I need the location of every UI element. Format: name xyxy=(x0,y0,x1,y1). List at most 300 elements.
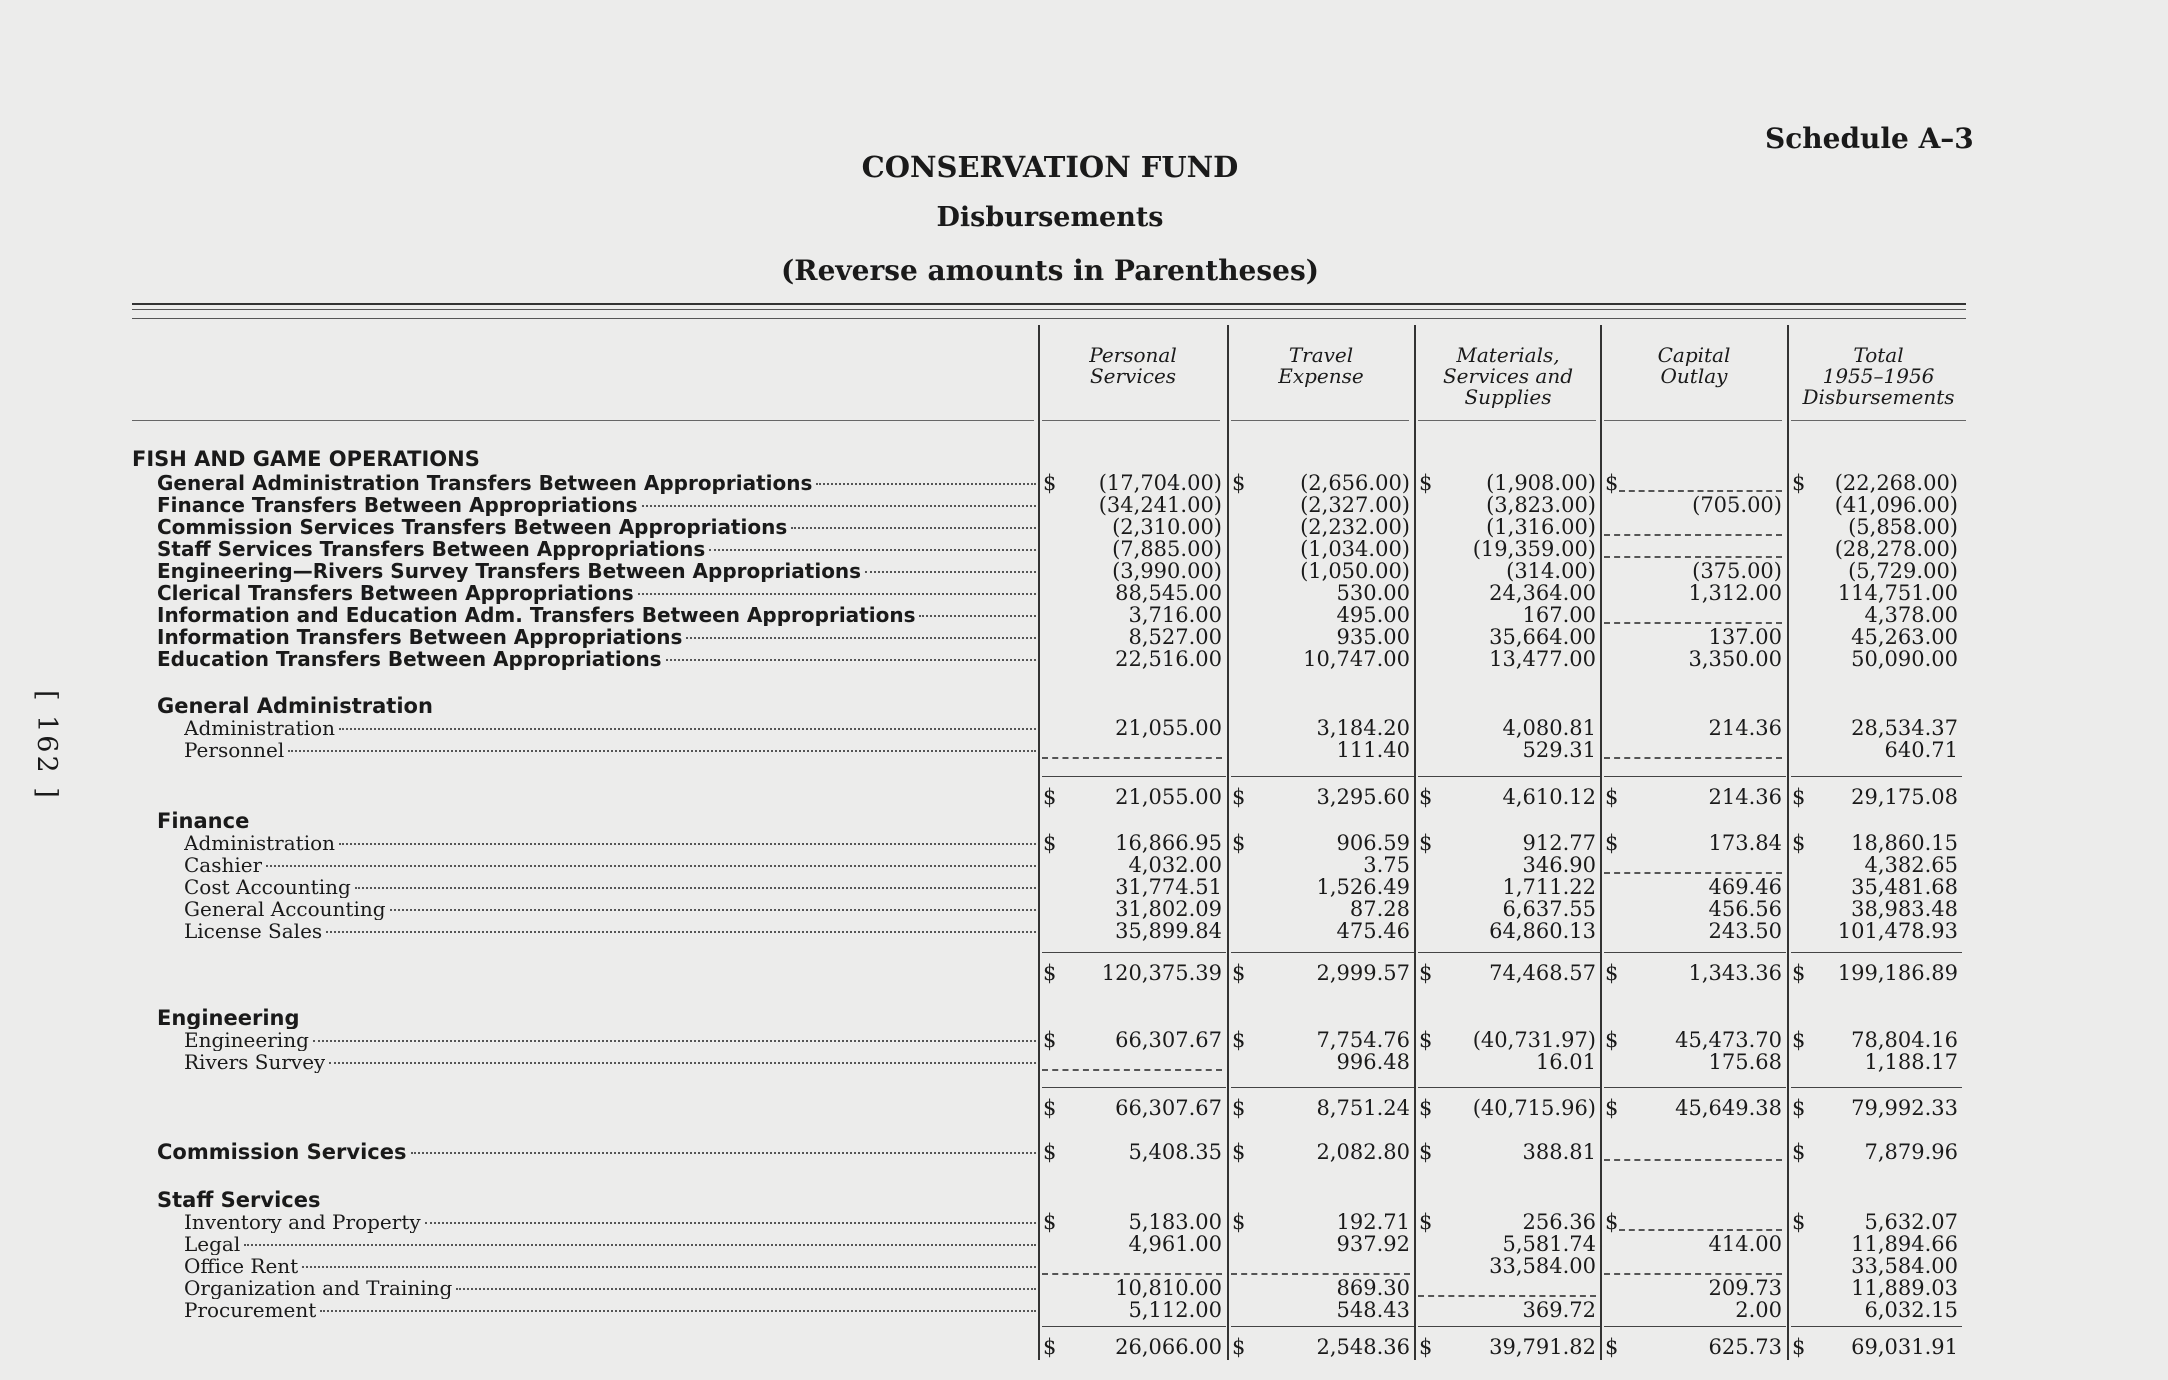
dollar-sign: $ xyxy=(1792,1210,1806,1234)
column-header-travel-expense: Travel Expense xyxy=(1278,343,1364,388)
section-row xyxy=(0,1189,2168,1211)
table-cell: 2.00 xyxy=(1735,1298,1782,1322)
row-label: License Sales xyxy=(184,920,323,942)
table-row xyxy=(0,854,2168,876)
table-cell: 66,307.67 xyxy=(1115,1096,1222,1120)
table-cell: 996.48 xyxy=(1336,1050,1410,1074)
row-label: Commission Services xyxy=(157,1141,407,1163)
subtotal-rule xyxy=(1791,1326,1962,1327)
table-cell: 4,961.00 xyxy=(1128,1232,1222,1256)
table-cell: 640.71 xyxy=(1884,738,1958,762)
table-row xyxy=(0,626,2168,648)
table-cell: (3,823.00) xyxy=(1486,493,1596,517)
dollar-sign: $ xyxy=(1605,961,1619,985)
dollar-sign: $ xyxy=(1792,471,1806,495)
row-label: Staff Services xyxy=(157,1189,321,1211)
dollar-sign: $ xyxy=(1043,1028,1057,1052)
table-cell: 13,477.00 xyxy=(1489,647,1596,671)
row-label: Office Rent xyxy=(184,1255,299,1277)
dollar-sign: $ xyxy=(1605,471,1619,495)
table-cell: 4,378.00 xyxy=(1864,603,1958,627)
table-row xyxy=(0,560,2168,582)
subtotal-rule xyxy=(1418,1326,1600,1327)
dollar-sign: $ xyxy=(1043,961,1057,985)
table-row xyxy=(0,648,2168,670)
table-cell: 1,188.17 xyxy=(1864,1050,1958,1074)
table-row xyxy=(0,1299,2168,1321)
table-cell: (41,096.00) xyxy=(1834,493,1958,517)
dot-leader xyxy=(425,1222,1036,1224)
row-label: Rivers Survey xyxy=(184,1051,326,1073)
row-label: Administration xyxy=(184,717,336,739)
table-row xyxy=(0,1051,2168,1073)
subtotal-rule xyxy=(1231,952,1414,953)
row-label: Cost Accounting xyxy=(184,876,351,898)
document-subtitle: Disbursements xyxy=(936,202,1164,233)
section-row xyxy=(0,810,2168,832)
table-cell: 175.68 xyxy=(1708,1050,1782,1074)
table-cell: 35,899.84 xyxy=(1115,919,1222,943)
table-cell: 21,055.00 xyxy=(1115,716,1222,740)
table-cell: 530.00 xyxy=(1336,581,1410,605)
table-row xyxy=(0,898,2168,920)
subtotal-rule xyxy=(1604,1087,1786,1088)
dollar-sign: $ xyxy=(1232,1210,1246,1234)
table-cell: 475.46 xyxy=(1336,919,1410,943)
dollar-sign: $ xyxy=(1605,1335,1619,1359)
table-cell: 8,751.24 xyxy=(1316,1096,1410,1120)
dot-leader xyxy=(320,1310,1036,1312)
dollar-sign: $ xyxy=(1232,1028,1246,1052)
table-cell: 209.73 xyxy=(1708,1276,1782,1300)
table-cell: 243.50 xyxy=(1708,919,1782,943)
row-label: Engineering xyxy=(184,1029,309,1051)
table-cell: 29,175.08 xyxy=(1851,785,1958,809)
subtotal-rule xyxy=(1791,952,1962,953)
table-cell: (5,729.00) xyxy=(1848,559,1958,583)
dollar-sign: $ xyxy=(1419,1140,1433,1164)
schedule-label: Schedule A–3 xyxy=(1765,122,1974,155)
row-label: Inventory and Property xyxy=(184,1211,421,1233)
table-cell: (19,359.00) xyxy=(1472,537,1596,561)
table-cell: 2,082.80 xyxy=(1316,1140,1410,1164)
table-cell: (375.00) xyxy=(1692,559,1782,583)
row-label: Engineering xyxy=(157,1007,300,1029)
dollar-sign: $ xyxy=(1043,1096,1057,1120)
subtotal-row xyxy=(0,962,2168,984)
table-cell: 5,408.35 xyxy=(1128,1140,1222,1164)
table-cell: (34,241.00) xyxy=(1098,493,1222,517)
dollar-sign: $ xyxy=(1419,961,1433,985)
subtotal-rule xyxy=(1604,952,1786,953)
table-cell: 10,747.00 xyxy=(1303,647,1410,671)
table-cell: 456.56 xyxy=(1708,897,1782,921)
dot-leader xyxy=(329,1062,1036,1064)
row-label: Finance Transfers Between Appropriations xyxy=(157,494,638,516)
table-cell: 28,534.37 xyxy=(1851,716,1958,740)
dot-leader xyxy=(666,659,1036,661)
table-cell: 33,584.00 xyxy=(1851,1254,1958,1278)
dot-leader xyxy=(244,1244,1036,1246)
table-cell: 3,350.00 xyxy=(1688,647,1782,671)
nil-dash xyxy=(1619,1229,1782,1231)
table-cell: 529.31 xyxy=(1522,738,1596,762)
table-cell: 388.81 xyxy=(1522,1140,1596,1164)
nil-dash xyxy=(1042,757,1222,759)
row-label: General Accounting xyxy=(184,898,386,920)
subtotal-rule xyxy=(1418,1087,1600,1088)
table-cell: 3,184.20 xyxy=(1316,716,1410,740)
dot-leader xyxy=(355,887,1036,889)
dollar-sign: $ xyxy=(1419,1210,1433,1234)
table-cell: 2,999.57 xyxy=(1316,961,1410,985)
table-cell: 1,343.36 xyxy=(1688,961,1782,985)
table-cell: 4,032.00 xyxy=(1128,853,1222,877)
nil-dash xyxy=(1042,1069,1222,1071)
table-row xyxy=(0,604,2168,626)
table-row xyxy=(0,1233,2168,1255)
dollar-sign: $ xyxy=(1232,831,1246,855)
table-cell: (3,990.00) xyxy=(1112,559,1222,583)
table-cell: 26,066.00 xyxy=(1115,1335,1222,1359)
section-row xyxy=(0,448,2168,470)
table-cell: 38,983.48 xyxy=(1851,897,1958,921)
table-cell: 548.43 xyxy=(1336,1298,1410,1322)
table-cell: 35,481.68 xyxy=(1851,875,1958,899)
table-cell: 137.00 xyxy=(1708,625,1782,649)
table-row xyxy=(0,472,2168,494)
row-label: Clerical Transfers Between Appropriations xyxy=(157,582,634,604)
table-cell: 869.30 xyxy=(1336,1276,1410,1300)
dot-leader xyxy=(288,750,1036,752)
table-cell: (40,731.97) xyxy=(1472,1028,1596,1052)
section-row xyxy=(0,695,2168,717)
row-label: Personnel xyxy=(184,739,285,761)
table-cell: 18,860.15 xyxy=(1851,831,1958,855)
row-label: Organization and Training xyxy=(184,1277,453,1299)
table-cell: 35,664.00 xyxy=(1489,625,1596,649)
table-cell: 21,055.00 xyxy=(1115,785,1222,809)
row-label: Procurement xyxy=(184,1299,317,1321)
dollar-sign: $ xyxy=(1605,785,1619,809)
dollar-sign: $ xyxy=(1043,1210,1057,1234)
table-cell: 173.84 xyxy=(1708,831,1782,855)
dollar-sign: $ xyxy=(1605,1210,1619,1234)
table-cell: 495.00 xyxy=(1336,603,1410,627)
dollar-sign: $ xyxy=(1605,831,1619,855)
table-cell: 199,186.89 xyxy=(1837,961,1958,985)
table-cell: 1,526.49 xyxy=(1316,875,1410,899)
subtotal-row xyxy=(0,1336,2168,1358)
table-cell: 6,637.55 xyxy=(1502,897,1596,921)
table-row xyxy=(0,516,2168,538)
table-cell: 50,090.00 xyxy=(1851,647,1958,671)
table-cell: 256.36 xyxy=(1522,1210,1596,1234)
table-cell: (1,034.00) xyxy=(1300,537,1410,561)
table-cell: 11,889.03 xyxy=(1851,1276,1958,1300)
row-label: Staff Services Transfers Between Appropriations xyxy=(157,538,706,560)
table-row xyxy=(0,582,2168,604)
table-cell: (1,908.00) xyxy=(1486,471,1596,495)
subtotal-rule xyxy=(1604,1326,1786,1327)
table-cell: 111.40 xyxy=(1336,738,1410,762)
dollar-sign: $ xyxy=(1792,1140,1806,1164)
row-label: Finance xyxy=(157,810,250,832)
section-row xyxy=(0,1141,2168,1163)
page-number: [ 162 ] xyxy=(31,690,62,801)
table-cell: 39,791.82 xyxy=(1489,1335,1596,1359)
table-cell: (7,885.00) xyxy=(1112,537,1222,561)
dollar-sign: $ xyxy=(1043,1335,1057,1359)
dollar-sign: $ xyxy=(1605,1028,1619,1052)
row-label: General Administration Transfers Between Appropriations xyxy=(157,472,813,494)
table-row xyxy=(0,876,2168,898)
table-cell: 88,545.00 xyxy=(1115,581,1222,605)
table-cell: 7,879.96 xyxy=(1864,1140,1958,1164)
subtotal-rule xyxy=(1231,1326,1414,1327)
table-cell: 8,527.00 xyxy=(1128,625,1222,649)
row-label: Information Transfers Between Appropriations xyxy=(157,626,683,648)
table-row xyxy=(0,739,2168,761)
table-cell: 74,468.57 xyxy=(1489,961,1596,985)
row-label: Administration xyxy=(184,832,336,854)
subtotal-rule xyxy=(1042,776,1226,777)
subtotal-rule xyxy=(1791,1087,1962,1088)
dollar-sign: $ xyxy=(1792,961,1806,985)
nil-dash xyxy=(1604,534,1782,536)
table-cell: 69,031.91 xyxy=(1851,1335,1958,1359)
table-cell: 3,295.60 xyxy=(1316,785,1410,809)
table-cell: 7,754.76 xyxy=(1316,1028,1410,1052)
table-cell: 64,860.13 xyxy=(1489,919,1596,943)
table-cell: (5,858.00) xyxy=(1848,515,1958,539)
dollar-sign: $ xyxy=(1419,471,1433,495)
table-cell: 5,632.07 xyxy=(1864,1210,1958,1234)
subtotal-rule xyxy=(1042,1087,1226,1088)
dollar-sign: $ xyxy=(1419,785,1433,809)
subtotal-rule xyxy=(1042,1326,1226,1327)
table-cell: (705.00) xyxy=(1692,493,1782,517)
table-cell: (2,310.00) xyxy=(1112,515,1222,539)
dollar-sign: $ xyxy=(1232,1335,1246,1359)
dot-leader xyxy=(326,931,1036,933)
row-label: Cashier xyxy=(184,854,263,876)
dot-leader xyxy=(919,615,1036,617)
dollar-sign: $ xyxy=(1043,785,1057,809)
table-cell: 31,802.09 xyxy=(1115,897,1222,921)
dollar-sign: $ xyxy=(1792,1096,1806,1120)
table-cell: 31,774.51 xyxy=(1115,875,1222,899)
dot-leader xyxy=(266,865,1036,867)
nil-dash xyxy=(1418,1295,1596,1297)
dot-leader xyxy=(638,593,1036,595)
table-cell: 114,751.00 xyxy=(1837,581,1958,605)
table-cell: 3,716.00 xyxy=(1128,603,1222,627)
table-cell: 4,382.65 xyxy=(1864,853,1958,877)
subtotal-row xyxy=(0,1097,2168,1119)
subtotal-rule xyxy=(1791,776,1962,777)
row-label: Commission Services Transfers Between Appropriations xyxy=(157,516,788,538)
table-cell: 79,992.33 xyxy=(1851,1096,1958,1120)
table-cell: 414.00 xyxy=(1708,1232,1782,1256)
dot-leader xyxy=(339,843,1036,845)
table-cell: 1,312.00 xyxy=(1688,581,1782,605)
nil-dash xyxy=(1604,622,1782,624)
table-cell: 87.28 xyxy=(1349,897,1410,921)
dollar-sign: $ xyxy=(1232,961,1246,985)
table-cell: 10,810.00 xyxy=(1115,1276,1222,1300)
nil-dash xyxy=(1231,1273,1410,1275)
table-cell: (22,268.00) xyxy=(1834,471,1958,495)
dollar-sign: $ xyxy=(1043,831,1057,855)
table-cell: 5,112.00 xyxy=(1128,1298,1222,1322)
table-cell: (2,232.00) xyxy=(1300,515,1410,539)
table-row xyxy=(0,920,2168,942)
table-cell: 5,581.74 xyxy=(1502,1232,1596,1256)
table-cell: 22,516.00 xyxy=(1115,647,1222,671)
table-cell: (40,715.96) xyxy=(1472,1096,1596,1120)
dot-leader xyxy=(313,1040,1036,1042)
dollar-sign: $ xyxy=(1043,1140,1057,1164)
dot-leader xyxy=(456,1288,1036,1290)
dollar-sign: $ xyxy=(1605,1096,1619,1120)
dot-leader xyxy=(411,1152,1037,1154)
dot-leader xyxy=(390,909,1036,911)
row-label: Engineering—Rivers Survey Transfers Between Appropriations xyxy=(157,560,862,582)
dot-leader xyxy=(709,549,1036,551)
dollar-sign: $ xyxy=(1043,471,1057,495)
row-label: FISH AND GAME OPERATIONS xyxy=(132,448,480,470)
subtotal-rule xyxy=(1418,776,1600,777)
table-cell: (28,278.00) xyxy=(1834,537,1958,561)
row-label: General Administration xyxy=(157,695,433,717)
dollar-sign: $ xyxy=(1232,1096,1246,1120)
table-cell: 45,473.70 xyxy=(1675,1028,1782,1052)
table-cell: 214.36 xyxy=(1708,716,1782,740)
table-cell: 167.00 xyxy=(1522,603,1596,627)
dollar-sign: $ xyxy=(1792,831,1806,855)
dollar-sign: $ xyxy=(1419,1028,1433,1052)
table-cell: 11,894.66 xyxy=(1851,1232,1958,1256)
table-row xyxy=(0,832,2168,854)
table-row xyxy=(0,1029,2168,1051)
column-header-materials: Materials, Services and Supplies xyxy=(1442,343,1574,409)
table-row xyxy=(0,1211,2168,1233)
table-cell: (1,050.00) xyxy=(1300,559,1410,583)
nil-dash xyxy=(1604,556,1782,558)
table-cell: 5,183.00 xyxy=(1128,1210,1222,1234)
table-cell: 3.75 xyxy=(1363,853,1410,877)
table-cell: (314.00) xyxy=(1506,559,1596,583)
subtotal-rule xyxy=(1231,776,1414,777)
row-label: Legal xyxy=(184,1233,241,1255)
nil-dash xyxy=(1604,757,1782,759)
table-cell: 16.01 xyxy=(1535,1050,1596,1074)
table-cell: 2,548.36 xyxy=(1316,1335,1410,1359)
dot-leader xyxy=(642,505,1036,507)
table-cell: 935.00 xyxy=(1336,625,1410,649)
dot-leader xyxy=(686,637,1036,639)
subtotal-rule xyxy=(1042,952,1226,953)
table-cell: 24,364.00 xyxy=(1489,581,1596,605)
dot-leader xyxy=(302,1266,1036,1268)
table-cell: 4,080.81 xyxy=(1502,716,1596,740)
table-cell: 192.71 xyxy=(1336,1210,1410,1234)
table-cell: 45,263.00 xyxy=(1851,625,1958,649)
table-cell: 101,478.93 xyxy=(1837,919,1958,943)
dollar-sign: $ xyxy=(1419,831,1433,855)
table-cell: 912.77 xyxy=(1522,831,1596,855)
table-cell: 66,307.67 xyxy=(1115,1028,1222,1052)
nil-dash xyxy=(1042,1273,1222,1275)
table-cell: 906.59 xyxy=(1336,831,1410,855)
column-header-capital-outlay: Capital Outlay xyxy=(1657,343,1731,388)
table-cell: (2,656.00) xyxy=(1300,471,1410,495)
dollar-sign: $ xyxy=(1232,1140,1246,1164)
dollar-sign: $ xyxy=(1419,1096,1433,1120)
table-cell: 6,032.15 xyxy=(1864,1298,1958,1322)
subtotal-rule xyxy=(1418,952,1600,953)
table-cell: 937.92 xyxy=(1336,1232,1410,1256)
table-cell: 78,804.16 xyxy=(1851,1028,1958,1052)
table-cell: 16,866.95 xyxy=(1115,831,1222,855)
table-cell: 4,610.12 xyxy=(1502,785,1596,809)
table-row xyxy=(0,717,2168,739)
dot-leader xyxy=(339,728,1036,730)
table-cell: 120,375.39 xyxy=(1101,961,1222,985)
table-cell: (2,327.00) xyxy=(1300,493,1410,517)
row-label: Information and Education Adm. Transfers Between Appropriations xyxy=(157,604,916,626)
dot-leader xyxy=(816,483,1036,485)
section-row xyxy=(0,1007,2168,1029)
dot-leader xyxy=(865,571,1036,573)
table-cell: (1,316.00) xyxy=(1486,515,1596,539)
document-note: (Reverse amounts in Parentheses) xyxy=(781,254,1319,287)
table-cell: 346.90 xyxy=(1522,853,1596,877)
table-cell: 625.73 xyxy=(1708,1335,1782,1359)
dot-leader xyxy=(791,527,1036,529)
dollar-sign: $ xyxy=(1232,785,1246,809)
subtotal-row xyxy=(0,786,2168,808)
table-cell: (17,704.00) xyxy=(1098,471,1222,495)
row-label: Education Transfers Between Appropriations xyxy=(157,648,662,670)
column-header-total: Total 1955–1956 Disbursements xyxy=(1802,343,1955,409)
dollar-sign: $ xyxy=(1792,1028,1806,1052)
table-cell: 369.72 xyxy=(1522,1298,1596,1322)
nil-dash xyxy=(1604,872,1782,874)
dollar-sign: $ xyxy=(1792,785,1806,809)
nil-dash xyxy=(1619,490,1782,492)
table-cell: 45,649.38 xyxy=(1675,1096,1782,1120)
document-title: CONSERVATION FUND xyxy=(861,150,1239,184)
table-row xyxy=(0,1255,2168,1277)
table-row xyxy=(0,538,2168,560)
nil-dash xyxy=(1604,1159,1782,1161)
dollar-sign: $ xyxy=(1792,1335,1806,1359)
table-cell: 214.36 xyxy=(1708,785,1782,809)
nil-dash xyxy=(1604,1273,1782,1275)
table-row xyxy=(0,494,2168,516)
subtotal-rule xyxy=(1231,1087,1414,1088)
subtotal-rule xyxy=(1604,776,1786,777)
column-header-personal-services: Personal Services xyxy=(1089,343,1177,388)
table-row xyxy=(0,1277,2168,1299)
dollar-sign: $ xyxy=(1232,471,1246,495)
table-cell: 469.46 xyxy=(1708,875,1782,899)
table-cell: 1,711.22 xyxy=(1502,875,1596,899)
table-cell: 33,584.00 xyxy=(1489,1254,1596,1278)
dollar-sign: $ xyxy=(1419,1335,1433,1359)
